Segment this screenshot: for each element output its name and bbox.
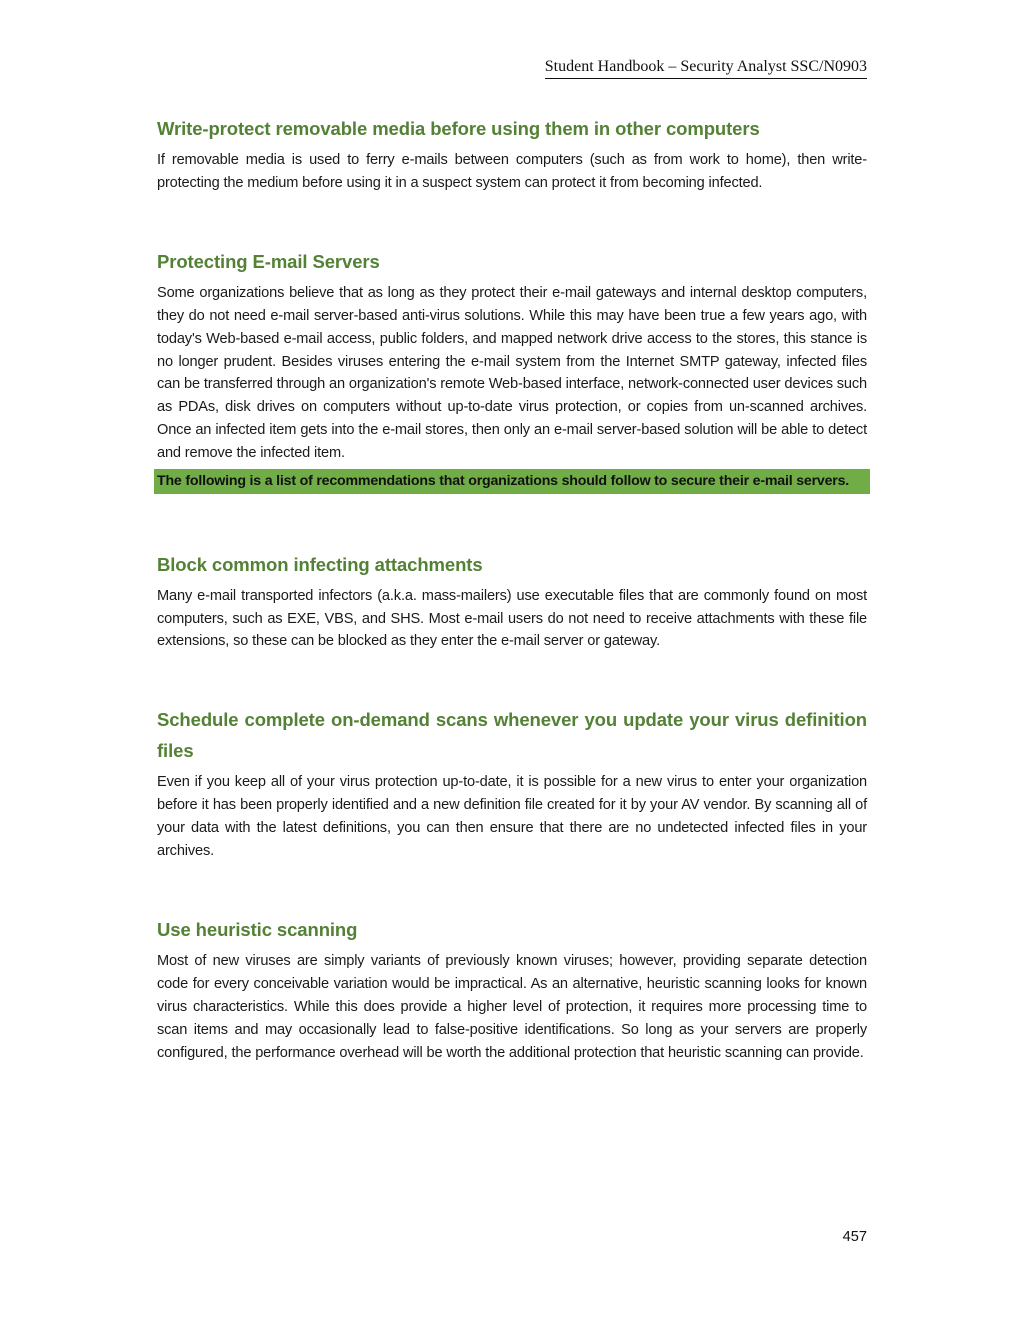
highlighted-callout: The following is a list of recommendations that organizations should follow to secure their e-mail servers. [154,469,870,494]
section-write-protect-media [157,113,867,195]
section-schedule-scans [157,704,867,863]
running-header: Student Handbook – Security Analyst SSC/N0903 [545,57,867,79]
section-heading: Use heuristic scanning [157,919,358,940]
section-spacer [157,863,867,914]
section-paragraph: Some organizations believe that as long as they protect their e-mail gateways and internal desktop computers, they do not need e-mail server-based anti-virus solutions. While this may have been true a few years ago, with today's Web-based e-mail access, public folders, and mapped network drive access to the stores, this stance is no longer prudent. Besides viruses entering the e-mail system from the Internet SMTP gateway, infected files can be transferred through an organization's remote Web-based interface, network-connected user devices such as PDAs, disk drives on computers without up-to-date virus protection, or copies from un-scanned archives. Once an infected item gets into the e-mail stores, then only an e-mail server-based solution will be able to detect and remove the infected item. [157,284,867,462]
section-spacer [157,195,867,246]
section-spacer [157,653,867,704]
section-heading: Schedule complete on-demand scans whenever you update your virus definition files [157,709,867,762]
section-paragraph: Many e-mail transported infectors (a.k.a. mass-mailers) use executable files that are commonly found on most computers, such as EXE, VBS, and SHS. Most e-mail users do not need to receive attachments with these file extensions, so these can be blocked as they enter the e-mail server or gateway. [157,587,867,650]
section-paragraph: If removable media is used to ferry e-mails between computers (such as from work to home), then write-protecting the medium before using it in a suspect system can protect it from becoming infected. [157,152,867,191]
page-number: 457 [842,1229,867,1245]
section-paragraph: Even if you keep all of your virus protection up-to-date, it is possible for a new virus to enter your organization before it has been properly identified and a new definition file created for it by your AV vendor. By scanning all of your data with the latest definitions, you can then ensure that there are no undetected infected files in your archives. [157,774,867,860]
section-heuristic-scanning [157,914,867,1065]
page-content [157,113,867,1065]
section-heading: Protecting E-mail Servers [157,250,380,272]
section-heading: Block common infecting attachments [157,553,483,575]
section-block-attachments [157,549,867,654]
section-heading: Write-protect removable media before using them in other computers [157,118,760,139]
section-paragraph: Most of new viruses are simply variants of previously known viruses; however, providing separate detection code for every conceivable variation would be impractical. As an alternative, heuristic scanning looks for known virus characteristics. While this does provide a higher level of protection, it requires more processing time to scan items and may occasionally lead to false-positive identifications. So long as your servers are properly configured, the performance overhead will be worth the additional protection that heuristic scanning can provide. [157,953,867,1061]
section-spacer [157,494,867,549]
section-protecting-email-servers [157,246,867,494]
